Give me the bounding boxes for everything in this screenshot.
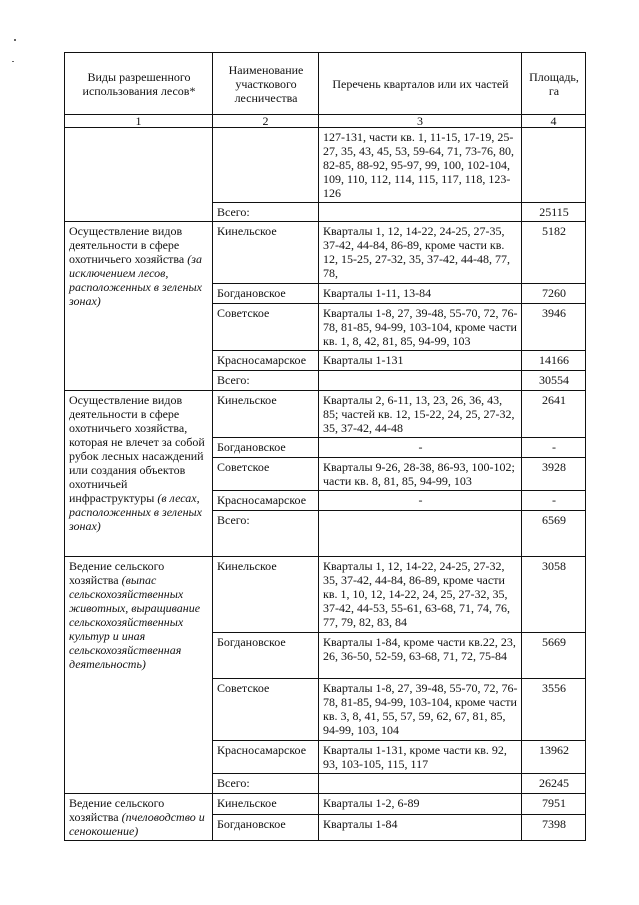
use-type-text: Ведение сельского хозяйства: [69, 559, 165, 587]
district-cell: Советское: [213, 458, 319, 491]
quarters-cell: [319, 774, 522, 794]
total-area: 6569: [522, 511, 586, 557]
district-cell: [213, 128, 319, 203]
column-number: 3: [319, 115, 522, 128]
area-cell: 3928: [522, 458, 586, 491]
quarters-cell: Кварталы 1, 12, 14-22, 24-25, 27-32, 35, 37-42, 44-84, 86-89, кроме части кв. 1, 10, 12, 14-22, 24, 25, 27-32, 35, 37-42, 44-53, 55-61, 63-68, 71, 74, 76, 77, 79, 82, 83, 84: [319, 557, 522, 633]
quarters-cell: Кварталы 1-84, кроме части кв.22, 23, 26, 36-50, 52-59, 63-68, 71, 72, 75-84: [319, 633, 522, 679]
district-cell: Кинельское: [213, 794, 319, 815]
use-type-note: (пчеловодство и сенокошение): [69, 810, 205, 838]
use-type-note: (за исключением лесов, расположенных в зеленых зонах): [69, 252, 202, 308]
area-cell: 5182: [522, 222, 586, 284]
district-cell: Красносамарское: [213, 741, 319, 774]
area-cell: 3556: [522, 679, 586, 741]
use-type-text: Осуществление видов деятельности в сфере охотничьего хозяйства: [69, 224, 185, 266]
use-type-cell: [65, 557, 213, 794]
district-cell: Кинельское: [213, 557, 319, 633]
area-cell: -: [522, 491, 586, 511]
total-area: 25115: [522, 203, 586, 222]
use-type-note: (в лесах, расположенных в зеленых зонах): [69, 491, 202, 533]
quarters-cell: Кварталы 1-8, 27, 39-48, 55-70, 72, 76-78, 81-85, 94-99, 103-104, кроме части кв. 3, 8, 41, 55, 57, 59, 62, 67, 81, 85, 94-99, 103, 104: [319, 679, 522, 741]
scan-speck: [14, 39, 16, 41]
area-cell: 7951: [522, 794, 586, 815]
district-cell: Кинельское: [213, 391, 319, 438]
use-type-text: Ведение сельского хозяйства: [69, 796, 165, 824]
quarters-cell: Кварталы 1-2, 6-89: [319, 794, 522, 815]
quarters-cell: Кварталы 1-8, 27, 39-48, 55-70, 72, 76-78, 81-85, 94-99, 103-104, кроме части кв. 1, 8, 42, 81, 85, 94-99, 103: [319, 304, 522, 351]
use-type-cell: [65, 794, 213, 841]
use-type-cell: [65, 128, 213, 222]
header-use-type: Виды разрешенного использования лесов*: [65, 53, 213, 115]
table-row: [65, 222, 586, 284]
column-number: 2: [213, 115, 319, 128]
quarters-cell: [319, 371, 522, 391]
area-cell: -: [522, 438, 586, 458]
district-cell: Красносамарское: [213, 491, 319, 511]
total-label: Всего:: [213, 511, 319, 557]
district-cell: Богдановское: [213, 633, 319, 679]
total-label: Всего:: [213, 203, 319, 222]
table-row: [65, 391, 586, 438]
quarters-cell: Кварталы 2, 6-11, 13, 23, 26, 36, 43, 85; частей кв. 12, 15-22, 24, 25, 27-32, 35, 37-42, 44-48: [319, 391, 522, 438]
total-label: Всего:: [213, 774, 319, 794]
use-type-cell: [65, 391, 213, 557]
district-cell: Богдановское: [213, 815, 319, 841]
total-area: 30554: [522, 371, 586, 391]
use-type-note: (выпас сельскохозяйственных животных, выращивание сельскохозяйственных культур и иная сельскохозяйственная деятельность): [69, 573, 201, 671]
area-cell: 13962: [522, 741, 586, 774]
quarters-cell: [319, 511, 522, 557]
quarters-cell: 127-131, части кв. 1, 11-15, 17-19, 25-27, 35, 43, 45, 53, 59-64, 71, 73-76, 80, 82-85, 88-92, 95-97, 99, 100, 102-104, 109, 110, 112, 114, 115, 117, 118, 123-126: [319, 128, 522, 203]
quarters-cell: -: [319, 491, 522, 511]
quarters-cell: Кварталы 1-131: [319, 351, 522, 371]
area-cell: 3058: [522, 557, 586, 633]
header-district: Наименование участкового лесничества: [213, 53, 319, 115]
header-area: Площадь, га: [522, 53, 586, 115]
district-cell: Богдановское: [213, 438, 319, 458]
area-cell: 2641: [522, 391, 586, 438]
scan-speck: [12, 61, 14, 62]
quarters-cell: -: [319, 438, 522, 458]
table-header-row: [65, 53, 586, 115]
area-cell: 14166: [522, 351, 586, 371]
quarters-cell: Кварталы 9-26, 28-38, 86-93, 100-102; части кв. 8, 81, 85, 94-99, 103: [319, 458, 522, 491]
district-cell: Красносамарское: [213, 351, 319, 371]
district-cell: Советское: [213, 679, 319, 741]
area-cell: 3946: [522, 304, 586, 351]
area-cell: 7398: [522, 815, 586, 841]
use-type-text: Осуществление видов деятельности в сфере охотничьего хозяйства, которая не влечет за собой рубок лесных насаждений или создания объектов охотничьей инфраструктуры: [69, 393, 205, 505]
district-cell: Советское: [213, 304, 319, 351]
forest-use-table: [64, 52, 586, 841]
table-row: [65, 794, 586, 815]
total-area: 26245: [522, 774, 586, 794]
header-quarters: Перечень кварталов или их частей: [319, 53, 522, 115]
district-cell: Богдановское: [213, 284, 319, 304]
district-cell: Кинельское: [213, 222, 319, 284]
area-cell: 7260: [522, 284, 586, 304]
quarters-cell: Кварталы 1-11, 13-84: [319, 284, 522, 304]
quarters-cell: Кварталы 1-84: [319, 815, 522, 841]
quarters-cell: Кварталы 1, 12, 14-22, 24-25, 27-35, 37-42, 44-84, 86-89, кроме части кв. 12, 15-25, 27-32, 35, 37-42, 44-48, 77, 78,: [319, 222, 522, 284]
area-cell: [522, 128, 586, 203]
table-row: [65, 557, 586, 633]
total-label: Всего:: [213, 371, 319, 391]
column-number: 1: [65, 115, 213, 128]
area-cell: 5669: [522, 633, 586, 679]
column-number-row: [65, 115, 586, 128]
quarters-cell: [319, 203, 522, 222]
table-row: [65, 128, 586, 203]
column-number: 4: [522, 115, 586, 128]
use-type-cell: [65, 222, 213, 391]
quarters-cell: Кварталы 1-131, кроме части кв. 92, 93, 103-105, 115, 117: [319, 741, 522, 774]
